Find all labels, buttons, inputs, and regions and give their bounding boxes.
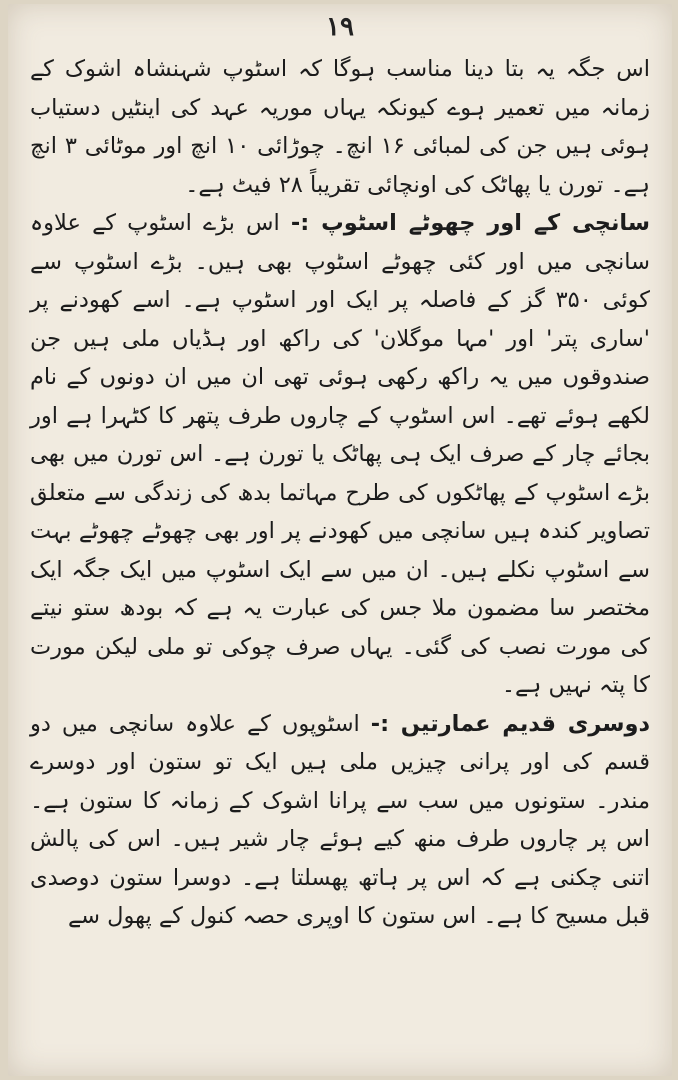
page-number: ۱۹ [326,12,354,42]
book-page [8,4,672,1076]
paragraph-text: اس جگہ یہ بتا دینا مناسب ہوگا کہ اسٹوپ شہنشاہ اشوک کے زمانہ میں تعمیر ہوے کیونکہ یہاں موریہ عہد کی اینٹیں دستیاب ہوئی ہیں جن کی لمبائی ۱۶ انچ۔ چوڑائی ۱۰ انچ اور موٹائی ۳ انچ ہے۔ تورن یا پھاٹک کی اونچائی تقریباً ۲۸ فیٹ ہے۔ [30,56,650,198]
paragraph-text: اسٹوپوں کے علاوہ سانچی میں دو قسم کی اور پرانی چیزیں ملی ہیں ایک تو ستون اور دوسرے مندر۔ ستونوں میں سب سے پرانا اشوک کے زمانہ کا ستون ہے۔ اس پر چاروں طرف منھ کیے ہوئے چار شیر ہیں۔ اس کی پالش اتنی چکنی ہے کہ اس پر ہاتھ پھسلتا ہے۔ دوسرا ستون دوصدی قبل مسیح کا ہے۔ اس ستون کا اوپری حصہ کنول کے پھول سے [30,710,650,929]
paragraph [30,705,650,936]
paragraph-text: اس بڑے اسٹوپ کے علاوہ سانچی میں اور کئی چھوٹے اسٹوپ بھی ہیں۔ بڑے اسٹوپ سے کوئی ۳۵۰ گز کے فاصلہ پر ایک اور اسٹوپ ہے۔ اسے کھودنے پر 'ساری پتر' اور 'مہا موگلان' کی راکھ اور ہڈیاں ملی ہیں جن صندوقوں میں یہ راکھ رکھی ہوئی تھی ان میں ان دونوں کے نام لکھے ہوئے تھے۔ اس اسٹوپ کے چاروں طرف پتھر کا کٹہرا ہے اور بجائے چار کے صرف ایک ہی پھاٹک یا تورن ہے۔ اس تورن میں بھی بڑے اسٹوپ کے پھاٹکوں کی طرح مہاتما بدھ کی زندگی سے متعلق تصاویر کندہ ہیں سانچی میں کھودنے پر اور بھی چھوٹے چھوٹے بہت سے اسٹوپ نکلے ہیں۔ ان میں سے ایک اسٹوپ میں ایک جگہ ایک مختصر سا مضمون ملا جس کی عبارت یہ ہے کہ بودھ ستو نیتے کی مورت نصب کی گئی۔ یہاں صرف چوکی تو ملی لیکن مورت کا پتہ نہیں ہے۔ [30,210,650,698]
paragraph [30,50,650,204]
paragraph [30,204,650,705]
page-body [30,50,650,936]
section-heading: دوسری قدیم عمارتیں :- [370,710,650,737]
section-heading: سانچی کے اور چھوٹے اسٹوپ :- [290,210,650,236]
